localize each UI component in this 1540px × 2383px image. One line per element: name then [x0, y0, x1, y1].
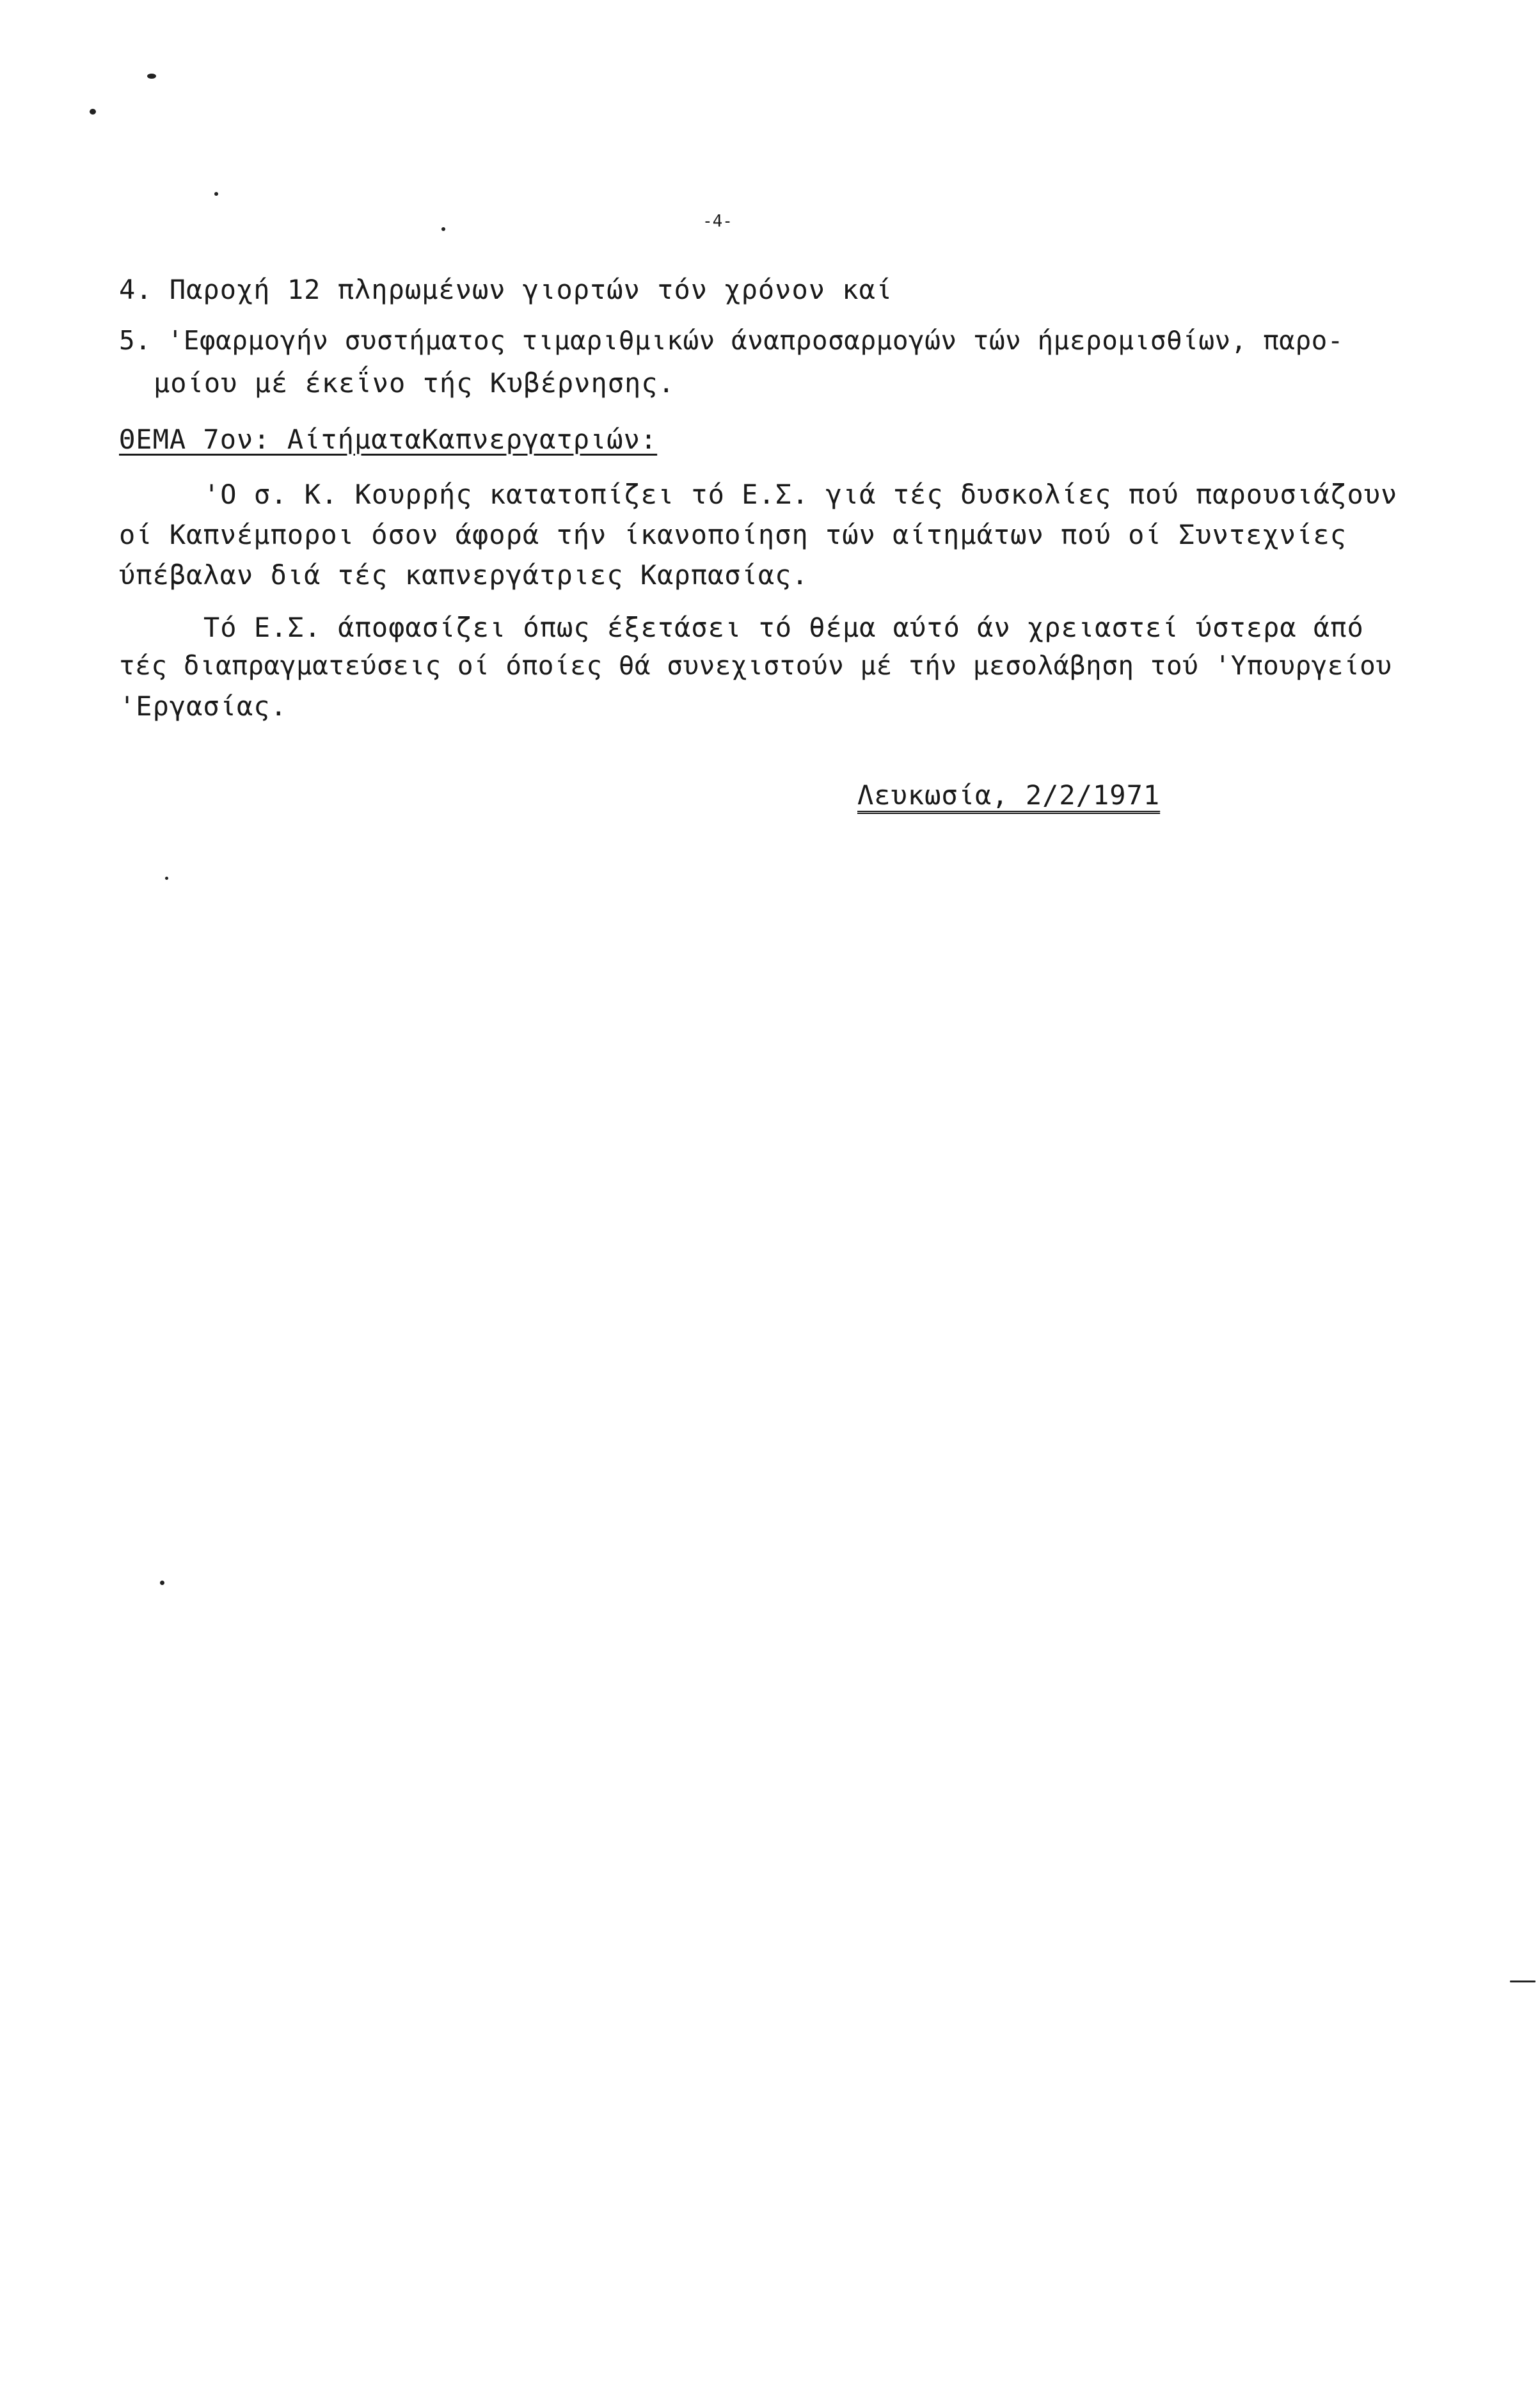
- page-number: -4-: [703, 212, 733, 231]
- paragraph1-line2: οί Καπνέμποροι όσον άφορά τήν ίκανοποίηση τών αίτημάτων πού οί Συντεχνίες: [119, 519, 1347, 550]
- list-item-5-line1: 5. 'Εφαρμογήν συστήματος τιμαριθμικών άναπροσαρμογών τών ήμερομισθίων, παρο-: [119, 325, 1344, 356]
- paragraph1-line1: 'Ο σ. Κ. Κουρρής κατατοπίζει τό Ε.Σ. γιά τές δυσκολίες πού παρουσιάζουν: [203, 479, 1398, 510]
- scan-speck: [1510, 1981, 1536, 1982]
- scan-speck: [165, 877, 168, 880]
- list-item-5-line2: μοίου μέ έκεΐνο τής Κυβέρνησης.: [154, 367, 675, 399]
- place-date: Λευκωσία, 2/2/1971: [857, 779, 1161, 811]
- scan-speck: [90, 109, 96, 115]
- paragraph1-line3: ύπέβαλαν διά τές καπνεργάτριες Καρπασίας.: [119, 559, 809, 591]
- paragraph2-line1: Τό Ε.Σ. άποφασίζει όπως έξετάσει τό θέμα αύτό άν χρειαστεί ύστερα άπό: [203, 612, 1364, 643]
- section-heading: ΘΕΜΑ 7ον: ΑίτήματαΚαπνεργατριών:: [119, 424, 658, 455]
- scan-speck: [214, 192, 218, 196]
- list-item-4: 4. Παροχή 12 πληρωμένων γιορτών τόν χρόνον καί: [119, 274, 893, 305]
- scan-speck: [441, 227, 445, 231]
- scan-speck: [147, 74, 156, 79]
- paragraph2-line2: τές διαπραγματεύσεις οί όποίες θά συνεχιστούν μέ τήν μεσολάβηση τού 'Υπουργείου: [119, 650, 1392, 681]
- paragraph2-line3: 'Εργασίας.: [119, 690, 287, 722]
- scan-speck: [160, 1581, 164, 1585]
